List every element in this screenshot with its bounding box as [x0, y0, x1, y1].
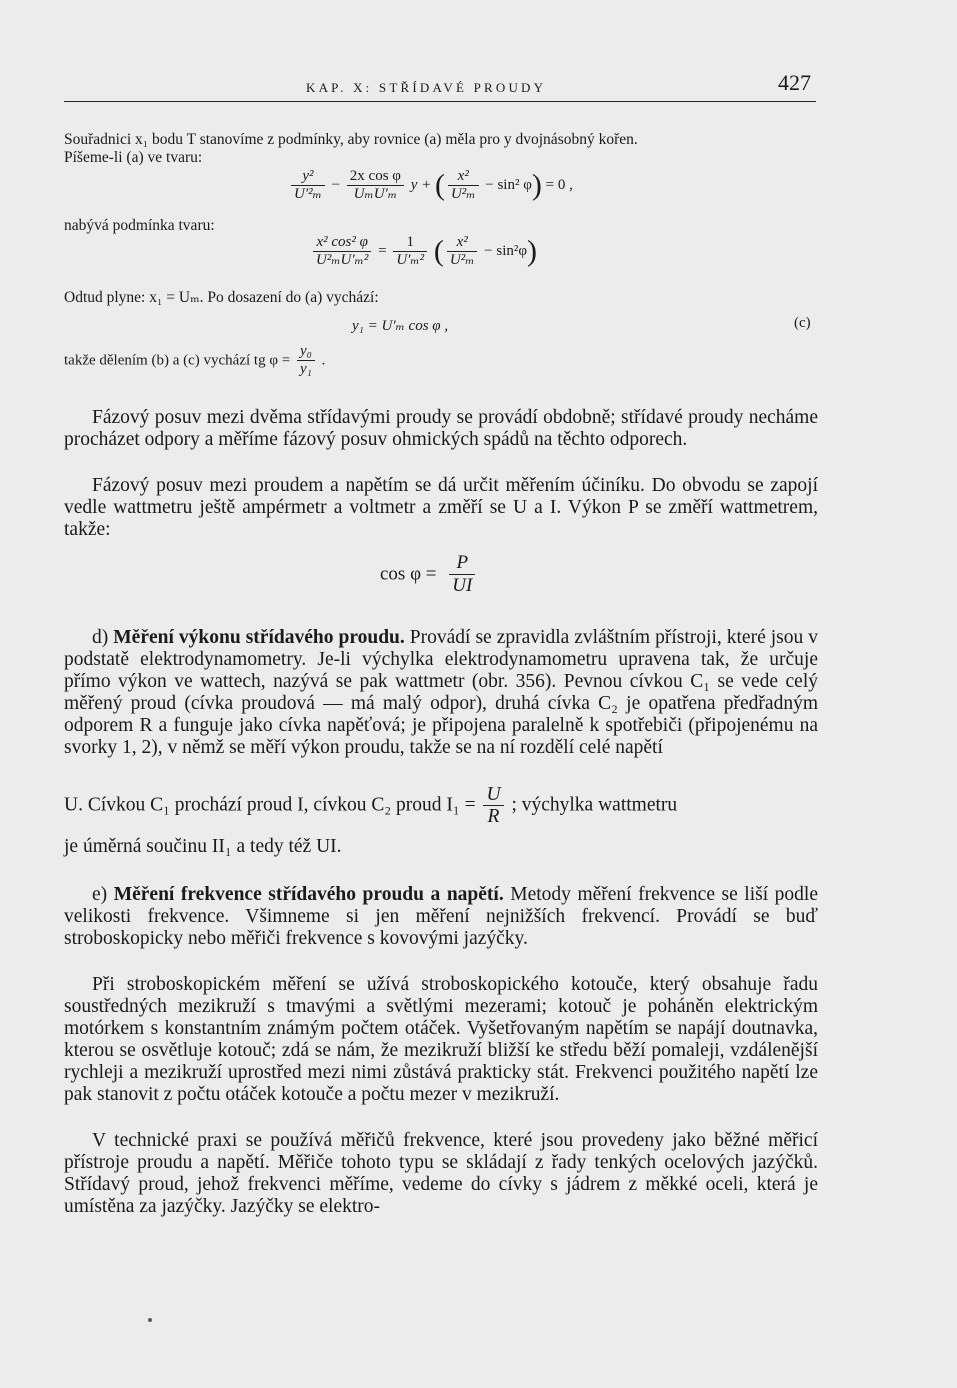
equation-label-c: (c)	[794, 315, 811, 331]
section-e-text: Metody měření frekvence se liší podle velikosti frekvence. Všimneme si jen měření nejnižších frekvencí. Provádí se buď stroboskopicky nebo měřiči frekvence s kovovými jazýčky.	[64, 884, 819, 949]
section-d-last-line: je úměrná součinu II₁ a tedy též UI.	[64, 836, 342, 857]
equation-y1: y₁ = U′ₘ cos φ ,	[352, 318, 449, 334]
eq1-tail: − sin² φ	[485, 177, 532, 193]
eq1-rhs: = 0 ,	[545, 177, 573, 193]
eq4-numerator: y₀	[297, 343, 315, 361]
eq2-rhs-denominator: U′ₘ²	[396, 252, 425, 268]
eq5-numerator: P	[449, 552, 475, 575]
section-d-prefix: d)	[92, 627, 109, 648]
intro-line-2: Píšeme-li (a) ve tvaru:	[64, 149, 203, 166]
eq2-rhs-numerator: 1	[393, 234, 427, 252]
division-text: takže dělením (b) a (c) vychází tg φ =	[64, 352, 291, 369]
eq1-term3-numerator: x²	[448, 168, 479, 186]
section-d-text: Provádí se zpravidla zvláštním přístroji, které jsou v podstatě elektrodynamometry. Je-li výchylka elektrodynamometru upravena tak, že určuje přímo výkon ve wattech, nazývá se pak wattmetr (obr. 356). Pevnou cívkou C₁ se vede celý měřený proud (cívka proudová — má malý odpor), druhá cívka C₂ je opatřena předřadným odporem R a funguje jako cívka napěťová; je připojena paralelně k spotřebiči (připojenému na svorky 1, 2), v němž se měří výkon proudu, takže se na ní rozdělí celé napětí	[64, 627, 818, 758]
page-number: 427	[778, 70, 811, 95]
section-d-eq-numerator: U	[483, 784, 503, 806]
running-head: KAP. X: STŘÍDAVÉ PROUDY	[306, 80, 547, 95]
eq2-lhs-denominator: U²ₘU′ₘ²	[316, 252, 369, 268]
eq2-inner-denominator: U²ₘ	[449, 252, 475, 268]
paragraph-phase-shift: Fázový posuv mezi dvěma střídavými proudy se provádí obdobně; střídavé proudy necháme procházet odpory a měříme fázový posuv ohmických spádů na těchto odporech.	[64, 407, 818, 450]
section-d-eq-suffix: ; výchylka wattmetru	[511, 794, 678, 816]
section-d-eq-denominator: R	[487, 806, 500, 827]
section-d-equation-line	[64, 784, 677, 827]
eq2-inner-numerator: x²	[447, 234, 478, 252]
eq1-term1-denominator: U′²ₘ	[294, 186, 322, 202]
equation-cos-phi	[380, 552, 478, 597]
section-e	[64, 884, 818, 950]
eq1-term1-numerator: y²	[291, 168, 325, 186]
paragraph-power-factor: Fázový posuv mezi proudem a napětím se dá určit měřením účiníku. Do obvodu se zapojí vedle wattmetru ještě ampérmetr a voltmetr a změří se U a I. Výkon P se změří wattmetrem, takže:	[64, 475, 818, 540]
equation-condition: $\frac{\text{x² cos² φ}}{\text{U²ₘU′ₘ²}}$ = $\frac{1}{\text{U′ₘ²}}$ ( $\frac{\text{x²}}{\text{U²ₘ}}$ − sin²φ)	[310, 234, 537, 269]
eq1-middle: y +	[410, 177, 432, 193]
print-speck	[148, 1318, 152, 1322]
eq5-denominator: UI	[452, 575, 473, 596]
result-line: Odtud plyne: x₁ = Uₘ. Po dosazení do (a) vychází:	[64, 289, 379, 306]
condition-label: nabývá podmínka tvaru:	[64, 217, 215, 234]
equation-quadratic: $\frac{\text{y²}}{\text{U′²ₘ}}$ − $\frac{\text{2x cos φ}}{\text{UₘU′ₘ}}$ y + ( $\frac{\text{x²}}{\text{U²ₘ}}$ − sin² φ) = 0 ,	[288, 168, 573, 203]
eq1-term3-denominator: U²ₘ	[450, 186, 476, 202]
eq2-lhs-numerator: x² cos² φ	[313, 234, 371, 252]
header-rule	[64, 101, 816, 102]
eq2-equals: =	[378, 243, 387, 259]
paragraph-frequency-meters: V technické praxi se používá měřičů frekvence, které jsou provedeny jako běžné měřicí přístroje proudu a napětí. Měřiče tohoto typu se skládají z řady tenkých ocelových jazýčků. Střídavý proud, jehož frekvenci měříme, vedeme do cívky s jádrem z měkké oceli, která je umístěna za jazýčky. Jazýčky se elektro-	[64, 1130, 818, 1217]
paragraph-stroboscope: Při stroboskopickém měření se užívá stroboskopického kotouče, který obsahuje řadu soustředných mezikruží s tmavými a světlými mezerami; kotouč je poháněn elektrickým motórkem s konstantním známým počtem otáček. Vyšetřovaným napětím se napájí doutnavka, kterou se osvětluje kotouč; zdá se nám, že mezikruží bližší ke středu běží pomaleji, vzdálenější rychleji a mezikruží uprostřed mezi nimi zůstává prakticky stát. Frekvenci použitého napětí lze pak stanovit z počtu otáček kotouče a počtu mezer v mezikruží.	[64, 974, 818, 1105]
eq4-tail: .	[321, 352, 326, 369]
eq1-term2-numerator: 2x cos φ	[347, 168, 404, 186]
eq1-term2-denominator: UₘU′ₘ	[353, 186, 398, 202]
division-line	[64, 343, 325, 378]
eq1-operator: −	[331, 177, 341, 193]
intro-line-1: Souřadnici x₁ bodu T stanovíme z podmínky, aby rovnice (a) měla pro y dvojnásobný kořen.	[64, 131, 638, 148]
section-d-eq-prefix: U. Cívkou C₁ prochází proud I, cívkou C₂ proud I₁ =	[64, 794, 476, 816]
eq2-tail: − sin²φ	[484, 243, 528, 259]
section-d	[64, 627, 818, 759]
eq4-denominator: y₁	[299, 361, 312, 377]
eq5-lhs: cos φ =	[380, 563, 437, 585]
section-e-prefix: e)	[92, 884, 108, 905]
section-e-title: Měření frekvence střídavého proudu a napětí.	[113, 884, 504, 905]
section-d-title: Měření výkonu střídavého proudu.	[113, 627, 405, 648]
